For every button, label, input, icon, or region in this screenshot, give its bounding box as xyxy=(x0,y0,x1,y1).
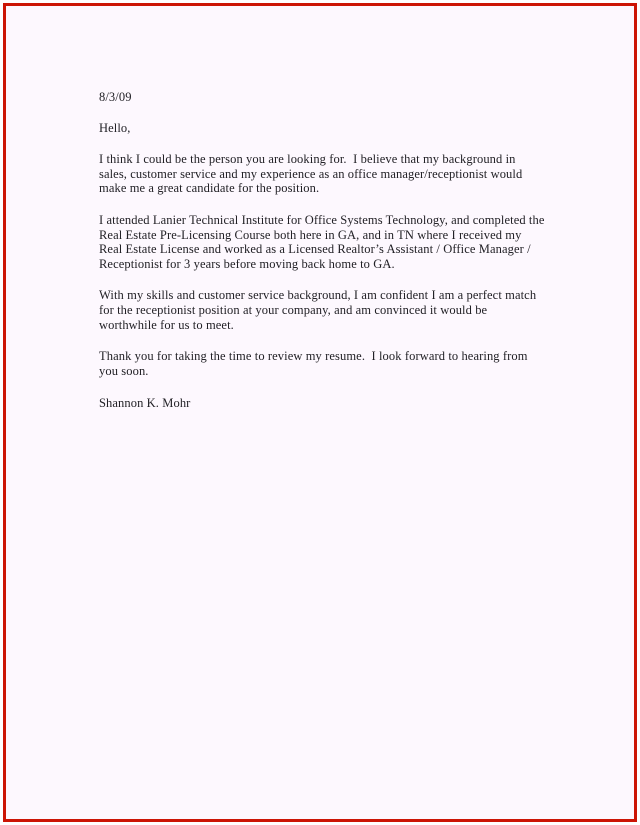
letter-paragraph-2: I attended Lanier Technical Institute for Office Systems Technology, and completed the Real Estate Pre-Licensing Course both here in GA, and in TN where I received my Real Estate License and worked as a Licensed Realtor’s Assistant / Office Manager / Receptionist for 3 years before moving back home to GA. xyxy=(99,212,548,271)
letter-date: 8/3/09 xyxy=(99,90,132,104)
letter-salutation: Hello, xyxy=(99,120,131,135)
letter-paragraph-1: I think I could be the person you are looking for. I believe that my background in sales, customer service and my experience as an office manager/receptionist would make me a great candidate for the position. xyxy=(99,152,526,196)
letter-signature: Shannon K. Mohr xyxy=(99,396,191,411)
scanned-page xyxy=(3,3,637,822)
letter-body xyxy=(99,90,546,411)
letter-paragraph-4: Thank you for taking the time to review my resume. I look forward to hearing from you soon. xyxy=(99,349,531,378)
letter-paragraph-3: With my skills and customer service background, I am confident I am a perfect match for the receptionist position at your company, and am convinced it would be worthwhile for us to meet. xyxy=(99,288,540,332)
